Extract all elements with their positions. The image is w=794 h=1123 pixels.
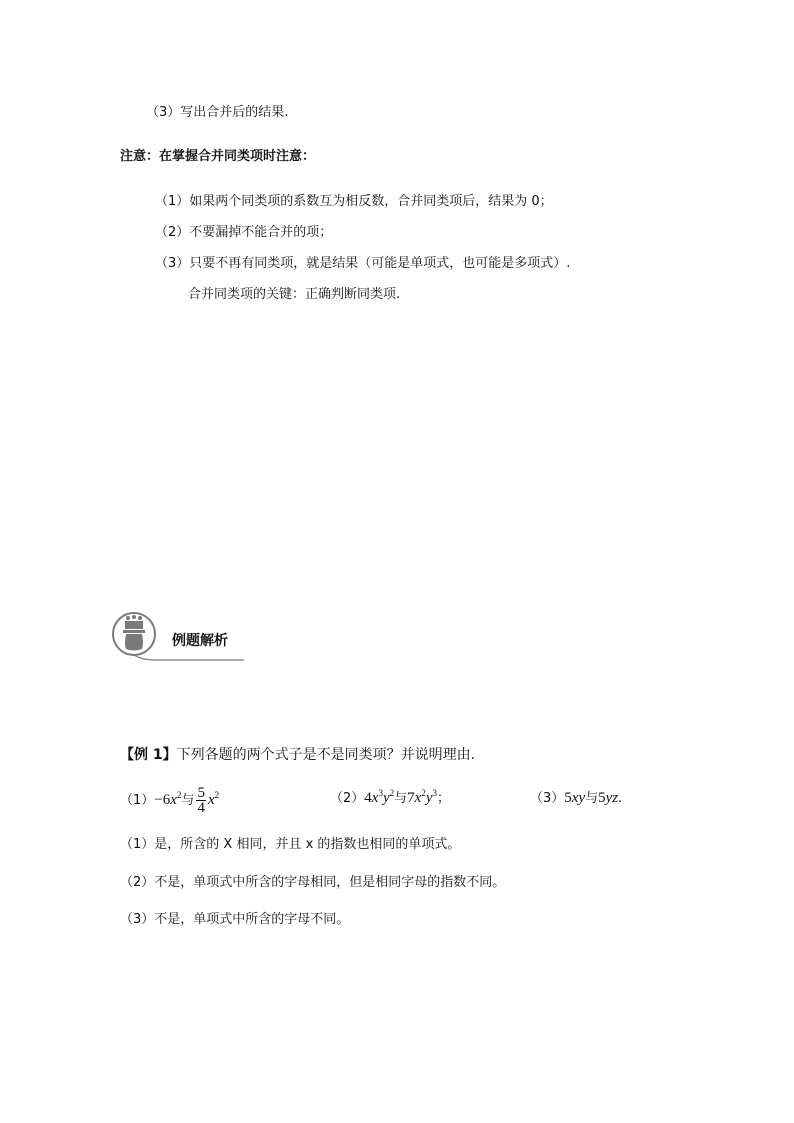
example-part-3: （3）5xy与5yz. bbox=[530, 790, 622, 806]
answer-2: （2）不是，单项式中所含的字母相同，但是相同字母的指数不同。 bbox=[120, 875, 506, 890]
example-question-text: 下列各题的两个式子是不是同类项？并说明理由. bbox=[176, 747, 476, 763]
notice-item-1: （1）如果两个同类项的系数互为相反数，合并同类项后，结果为 0； bbox=[155, 194, 553, 209]
notice-item-2: （2）不要漏掉不能合并的项； bbox=[155, 225, 333, 240]
example-label: 【例 1】 bbox=[120, 747, 177, 763]
example-part-2: $(2)4x^3y^2$与$7x^2y^3$； bbox=[330, 788, 450, 806]
answer-1: （1）是，所含的 X 相同，并且 x 的指数也相同的单项式。 bbox=[120, 837, 461, 852]
chess-rook-icon bbox=[123, 615, 145, 651]
notice-item-3: （3）只要不再有同类项，就是结果（可能是单项式，也可能是多项式）. bbox=[155, 256, 571, 271]
answer-3: （3）不是，单项式中所含的字母不同。 bbox=[120, 912, 350, 927]
step-3: （3）写出合并后的结果. bbox=[146, 105, 289, 120]
example-question bbox=[120, 746, 475, 764]
example-part-1: $(1)-6x^2$与 $\frac{5}{4}$ $x^2$ bbox=[120, 785, 220, 816]
notice-heading: 注意：在掌握合并同类项时注意： bbox=[120, 149, 316, 164]
fraction: $\frac{5}{4}$ bbox=[197, 785, 205, 816]
key-point: 合并同类项的关键：正确判断同类项. bbox=[188, 287, 401, 302]
section-title: 例题解析 bbox=[172, 633, 228, 649]
